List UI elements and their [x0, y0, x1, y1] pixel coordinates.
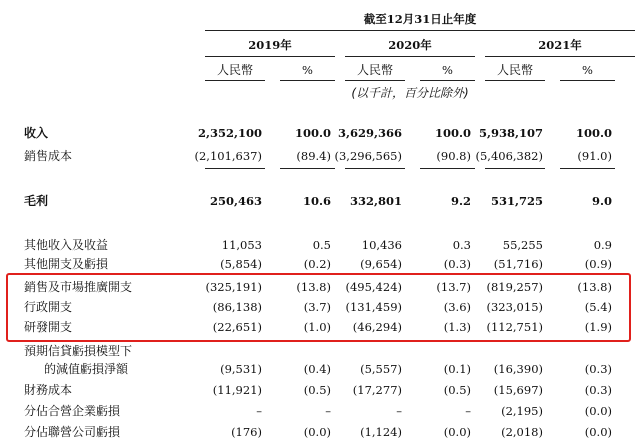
percent-cell: 0.5: [312, 238, 331, 252]
percent-cell: (5.4): [584, 300, 612, 314]
currency-header-2020: 人民幣: [356, 63, 393, 77]
amount-cell: (11,921): [212, 383, 262, 397]
percent-cell: (3.7): [303, 300, 331, 314]
percent-cell: 10.6: [302, 194, 331, 208]
row-label: 收入: [24, 126, 49, 140]
amount-cell: 11,053: [221, 238, 262, 252]
period-header: 截至12月31日止年度: [363, 12, 477, 26]
percent-cell: (0.3): [443, 257, 471, 271]
percent-cell: (0.0): [303, 425, 331, 439]
percent-cell: (0.5): [443, 383, 471, 397]
percent-cell: (0.3): [584, 383, 612, 397]
amount-cell: (1,124): [360, 425, 402, 439]
row-label: 行政開支: [24, 300, 73, 314]
amount-cell: 332,801: [349, 194, 402, 208]
percent-cell: (0.0): [584, 404, 612, 418]
unit-note: (以千計，百分比除外): [351, 86, 469, 100]
percent-cell: (0.3): [584, 362, 612, 376]
row-label: 銷售及市場推廣開支: [24, 280, 133, 294]
percent-cell: (3.6): [443, 300, 471, 314]
percent-cell: 0.9: [593, 238, 612, 252]
subtotal-rule: [420, 168, 475, 169]
year-header-2021: 2021年: [538, 38, 582, 52]
percent-header-2019: %: [302, 63, 313, 77]
amount-cell: (131,459): [345, 300, 402, 314]
row-label: 毛利: [24, 194, 49, 208]
percent-cell: (13.8): [296, 280, 331, 294]
amount-cell: (3,296,565): [334, 149, 402, 163]
amount-cell: (2,195): [501, 404, 543, 418]
row-label: 財務成本: [24, 383, 73, 397]
percent-cell: 100.0: [294, 126, 331, 140]
percent-cell: (1.9): [584, 320, 612, 334]
col-rule-6: [560, 80, 615, 81]
amount-cell: 55,255: [502, 238, 543, 252]
amount-cell: –: [256, 404, 262, 418]
amount-cell: (15,697): [493, 383, 543, 397]
percent-cell: 100.0: [434, 126, 471, 140]
percent-cell: –: [465, 404, 471, 418]
row-label: 的減值虧損淨額: [44, 362, 129, 376]
amount-cell: 10,436: [361, 238, 402, 252]
amount-cell: (17,277): [352, 383, 402, 397]
amount-cell: (176): [231, 425, 262, 439]
amount-cell: (5,406,382): [475, 149, 543, 163]
year-rule-2021: [485, 56, 635, 57]
row-label: 銷售成本: [24, 149, 73, 163]
row-label: 預期信貸虧損模型下: [24, 344, 133, 358]
amount-cell: (2,018): [501, 425, 543, 439]
amount-cell: (9,531): [220, 362, 262, 376]
highlight-box: [6, 273, 631, 342]
subtotal-rule: [205, 168, 265, 169]
percent-header-2021: %: [582, 63, 593, 77]
row-label: 其他開支及虧損: [24, 257, 109, 271]
amount-cell: (86,138): [212, 300, 262, 314]
percent-cell: (0.2): [303, 257, 331, 271]
amount-cell: (5,557): [360, 362, 402, 376]
amount-cell: (51,716): [493, 257, 543, 271]
amount-cell: (112,751): [486, 320, 543, 334]
percent-cell: (1.0): [303, 320, 331, 334]
row-label: 分佔聯營公司虧損: [24, 425, 121, 439]
percent-cell: (13.8): [577, 280, 612, 294]
col-rule-5: [485, 80, 545, 81]
year-header-2020: 2020年: [388, 38, 432, 52]
percent-cell: 0.3: [452, 238, 471, 252]
percent-cell: (0.9): [584, 257, 612, 271]
period-rule: [205, 30, 635, 31]
percent-cell: (0.1): [443, 362, 471, 376]
row-label: 其他收入及收益: [24, 238, 109, 252]
amount-cell: (325,191): [205, 280, 262, 294]
amount-cell: 531,725: [490, 194, 543, 208]
percent-cell: (0.4): [303, 362, 331, 376]
subtotal-rule: [485, 168, 545, 169]
percent-cell: 100.0: [575, 126, 612, 140]
subtotal-rule: [280, 168, 335, 169]
row-label: 分佔合營企業虧損: [24, 404, 121, 418]
percent-cell: 9.2: [450, 194, 471, 208]
amount-cell: (22,651): [212, 320, 262, 334]
amount-cell: 3,629,366: [337, 126, 402, 140]
amount-cell: (819,257): [486, 280, 543, 294]
percent-cell: (0.0): [443, 425, 471, 439]
percent-cell: (13.7): [436, 280, 471, 294]
col-rule-2: [280, 80, 335, 81]
currency-header-2019: 人民幣: [216, 63, 253, 77]
col-rule-1: [205, 80, 265, 81]
amount-cell: –: [396, 404, 402, 418]
amount-cell: 2,352,100: [197, 126, 262, 140]
amount-cell: 5,938,107: [478, 126, 543, 140]
subtotal-rule: [345, 168, 405, 169]
col-rule-3: [345, 80, 405, 81]
year-rule-2019: [205, 56, 335, 57]
currency-header-2021: 人民幣: [496, 63, 533, 77]
percent-cell: (91.0): [577, 149, 612, 163]
percent-cell: (90.8): [436, 149, 471, 163]
year-header-2019: 2019年: [248, 38, 292, 52]
amount-cell: (46,294): [352, 320, 402, 334]
percent-cell: (0.5): [303, 383, 331, 397]
subtotal-rule: [560, 168, 615, 169]
year-rule-2020: [345, 56, 475, 57]
amount-cell: (495,424): [345, 280, 402, 294]
amount-cell: (9,654): [360, 257, 402, 271]
amount-cell: (2,101,637): [194, 149, 262, 163]
percent-cell: –: [325, 404, 331, 418]
amount-cell: (16,390): [493, 362, 543, 376]
row-label: 研發開支: [24, 320, 73, 334]
amount-cell: 250,463: [209, 194, 262, 208]
percent-cell: 9.0: [591, 194, 612, 208]
col-rule-4: [420, 80, 475, 81]
percent-cell: (0.0): [584, 425, 612, 439]
percent-cell: (1.3): [443, 320, 471, 334]
percent-cell: (89.4): [296, 149, 331, 163]
percent-header-2020: %: [442, 63, 453, 77]
amount-cell: (5,854): [220, 257, 262, 271]
amount-cell: (323,015): [486, 300, 543, 314]
